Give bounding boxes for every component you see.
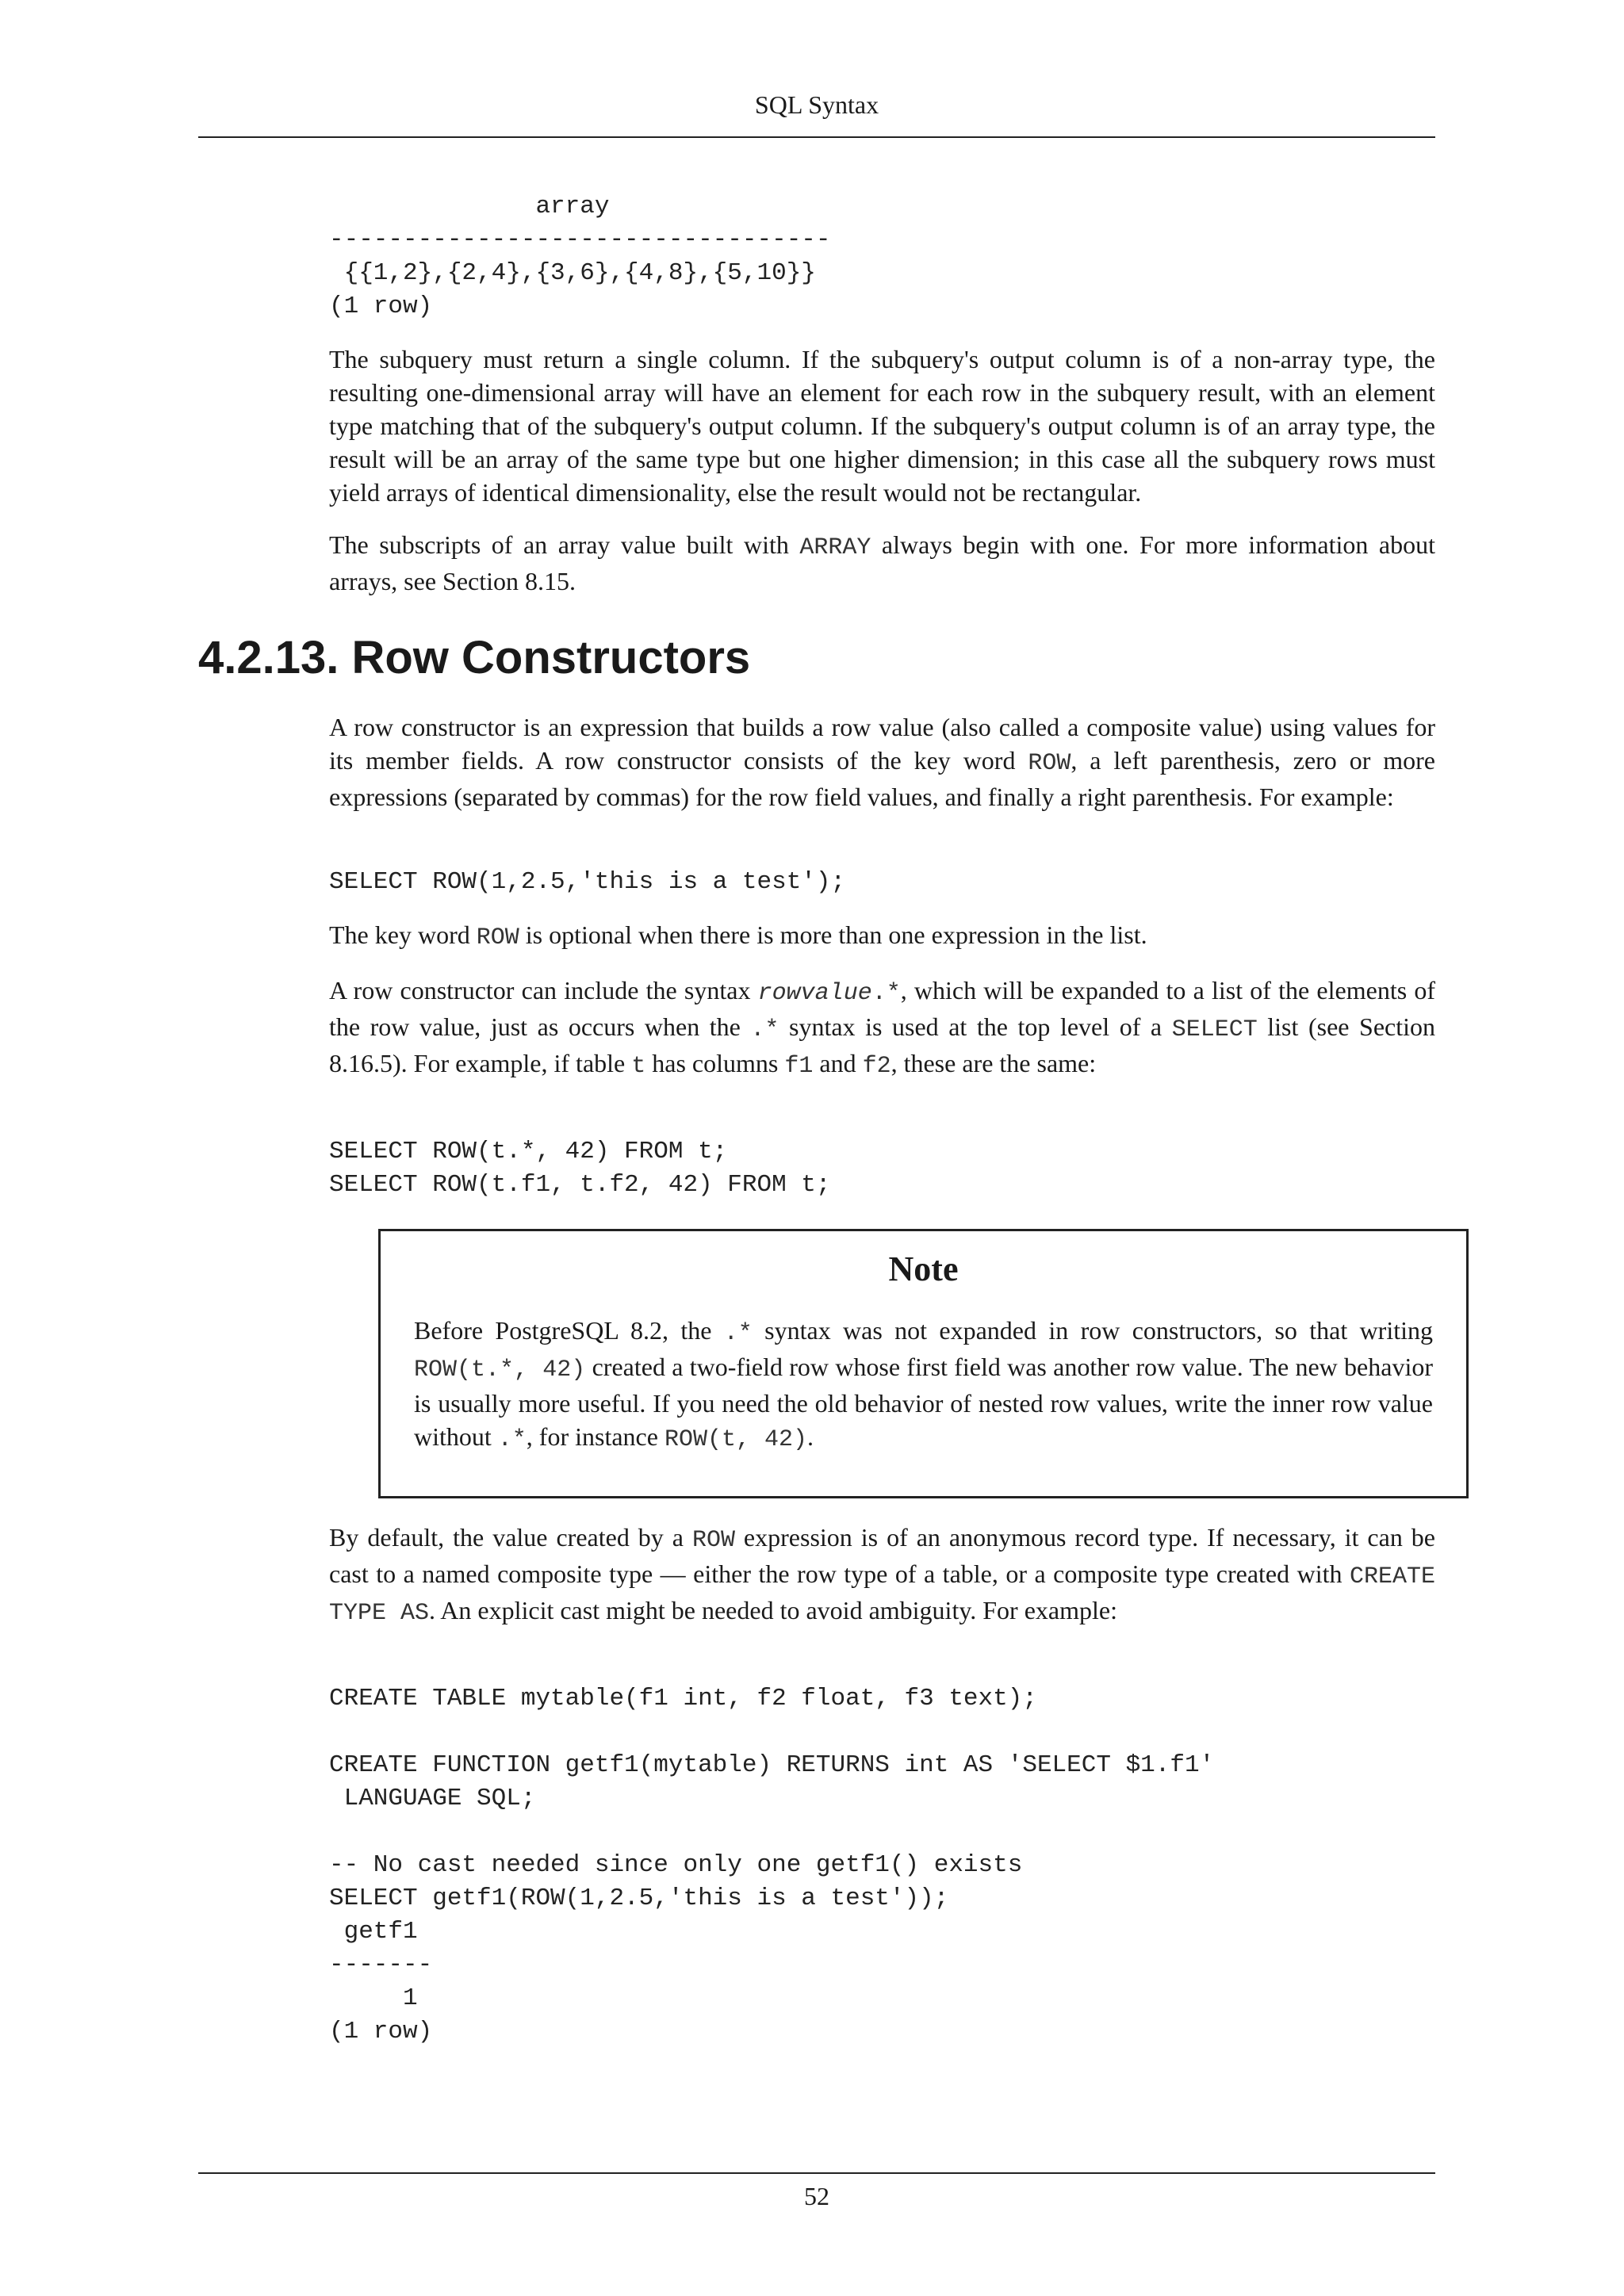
inline-code: t [631,1053,646,1080]
array-result-block [329,190,1435,323]
paragraph-subscripts: The subscripts of an array value built with ARRAY always begin with one. For more information about arrays, see Section 8.15. [329,530,1435,595]
code-line: CREATE FUNCTION getf1(mytable) RETURNS int AS 'SELECT $1.f1' [329,1751,1215,1779]
code-line: SELECT ROW(t.*, 42) FROM t; [329,1138,728,1165]
code-line: SELECT ROW(t.f1, t.f2, 42) FROM t; [329,1171,831,1199]
inline-code: ROW [476,924,519,951]
inline-code: ROW [691,1527,735,1554]
code-example-star [329,1135,1435,1202]
code-line: getf1 [329,1918,418,1946]
code-line: (1 row) [329,2018,433,2045]
inline-code-italic: rowvalue.* [757,980,901,1007]
inline-code: CREATE TYPE AS [329,1563,1435,1627]
inline-code: ROW [1028,750,1071,777]
paragraph-subquery: The subquery must return a single column. If the subquery's output column is of a non-array type, the resulting one-dimensional array will have an element for each row in the subquery result, with an element type matching that of the subquery's output column. If the subquery's output column is of an array type, the result will be an array of the same type but one higher dimension; in this case all the subquery rows must yield arrays of identical dimensionality, else the result would not be rectangular. [329,345,1435,507]
code-line: SELECT getf1(ROW(1,2.5,'this is a test')); [329,1885,949,1912]
inline-code: .* [750,1016,779,1043]
running-header: SQL Syntax [754,90,879,119]
code-line: -- No cast needed since only one getf1() exists [329,1851,1023,1879]
page-number: 52 [804,2182,829,2210]
section-heading: 4.2.13. Row Constructors [198,632,751,683]
paragraph-default-cast: By default, the value created by a ROW expression is of an anonymous record type. If necessary, it can be cast to a named composite type — either the row type of a table, or a composite type created with CREATE TYPE AS. An explicit cast might be needed to avoid ambiguity. For example: [329,1523,1436,1627]
code-line: (1 row) [329,293,433,320]
inline-code: .* [497,1426,527,1453]
footer-rule [198,2172,1435,2174]
code-line: CREATE TABLE mytable(f1 int, f2 float, f3 text); [329,1685,1037,1712]
code-line: {{1,2},{2,4},{3,6},{4,8},{5,10}} [329,259,816,287]
inline-code: f1 [784,1053,814,1080]
paragraph-rowvalue-star: A row constructor can include the syntax rowvalue.*, which will be expanded to a list of the elements of the row value, just as occurs when the .* syntax is used at the top level of a SELECT list (see Section 8.16.5). For example, if table t has columns f1 and f2, these are the same: [329,976,1436,1080]
inline-code: f2 [862,1053,891,1080]
inline-code: .* [723,1320,753,1347]
code-line: ------- [329,1951,433,1979]
code-line: ---------------------------------- [329,226,831,254]
note-text: Before PostgreSQL 8.2, the .* syntax was not expanded in row constructors, so that writing ROW(t.*, 42) created a two-field row whose first field was another row value. The new behavior is usually more useful. If you need the old behavior of nested row values, write the inner row value without .*, for instance ROW(t, 42). [414,1316,1433,1453]
inline-code: ROW(t, 42) [664,1426,807,1453]
note-box [378,1229,1469,1498]
main-content [329,190,1435,598]
code-line: LANGUAGE SQL; [329,1785,536,1812]
inline-code: ROW(t.*, 42) [414,1357,586,1383]
paragraph-keyword-optional: The key word ROW is optional when there is more than one expression in the list. [329,920,1147,951]
code-line: SELECT ROW(1,2.5,'this is a test'); [329,868,846,896]
code-example-cast [329,1682,1435,2049]
inline-code: ARRAY [799,534,871,561]
code-line: array [329,193,610,220]
note-title: Note [888,1249,959,1288]
section-content [329,710,1435,2049]
inline-code: SELECT [1171,1016,1258,1043]
header-rule [198,136,1435,138]
paragraph-row-constructor: A row constructor is an expression that builds a row value (also called a composite value) using values for its member fields. A row constructor consists of the key word ROW, a left parenthesis, zero or more expressions (separated by commas) for the row field values, and finally a right parenthesis. For example: [329,713,1436,811]
code-example-row [329,866,1435,899]
code-line: 1 [329,1984,418,2012]
